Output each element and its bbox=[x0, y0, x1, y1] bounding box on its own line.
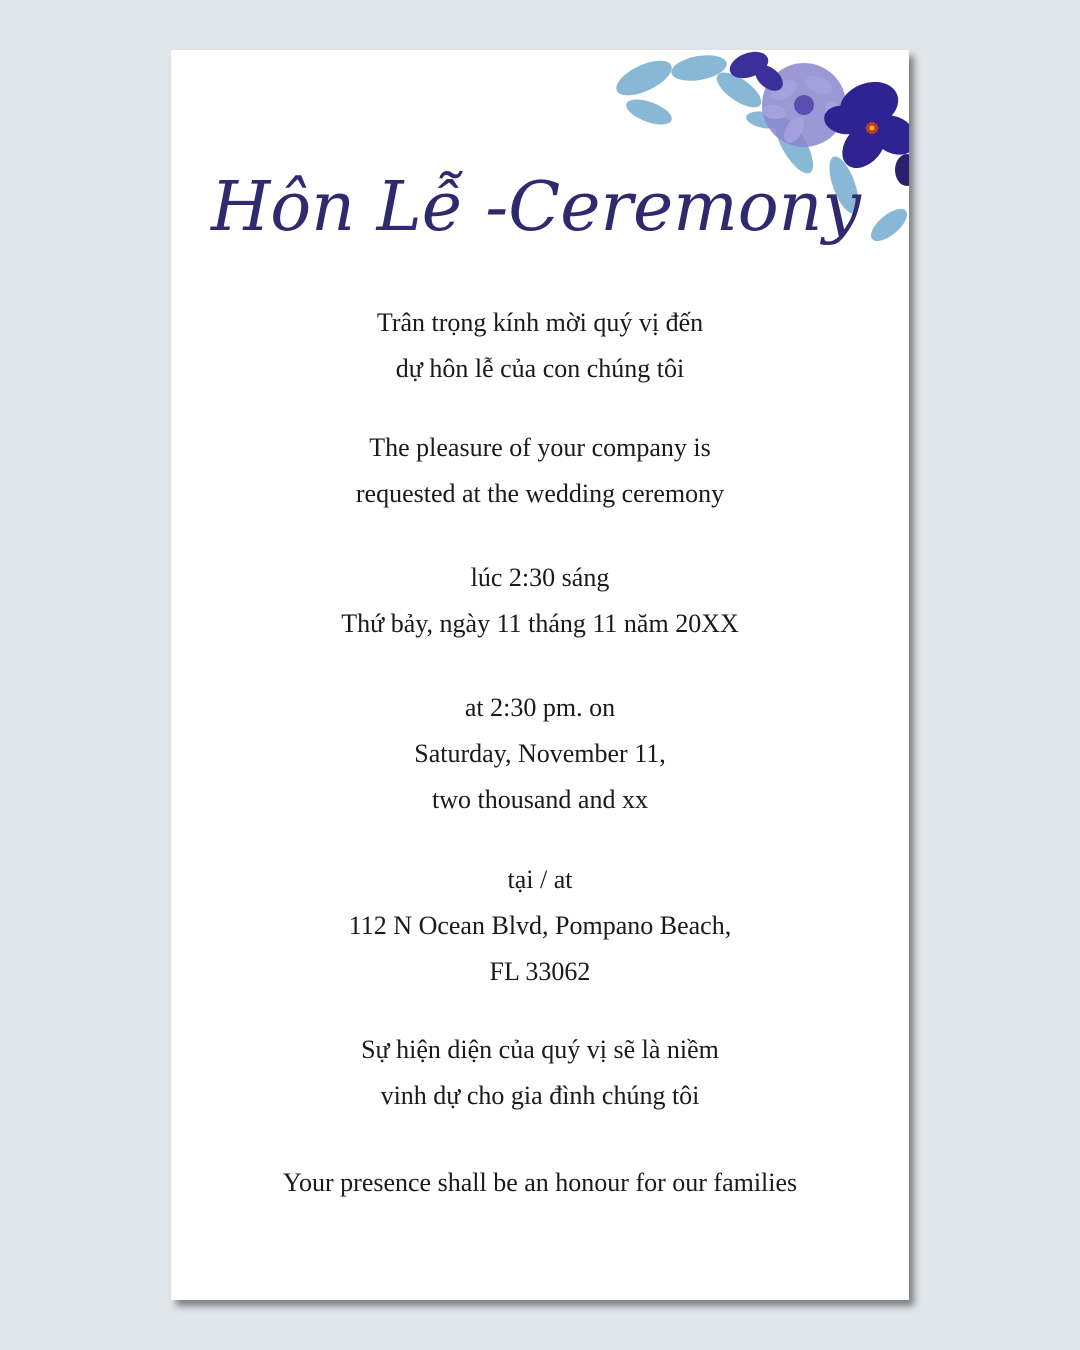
text-line: at 2:30 pm. on bbox=[464, 693, 616, 722]
text-line: Sự hiện diện của quý vị sẽ là niềm bbox=[361, 1035, 719, 1064]
text-line: 112 N Ocean Blvd, Pompano Beach, bbox=[348, 911, 732, 940]
english-closing bbox=[171, 1160, 909, 1206]
english-time bbox=[171, 685, 909, 823]
text-line: requested at the wedding ceremony bbox=[355, 479, 725, 508]
text-line: tại / at bbox=[507, 865, 573, 894]
english-invitation bbox=[171, 425, 909, 517]
text-line: Saturday, November 11, bbox=[414, 739, 666, 768]
text-line: The pleasure of your company is bbox=[369, 433, 711, 462]
invitation-card bbox=[171, 50, 909, 1300]
vietnamese-time bbox=[171, 555, 909, 647]
text-line: two thousand and xx bbox=[432, 785, 648, 814]
text-line: FL 33062 bbox=[489, 957, 591, 986]
vietnamese-invitation bbox=[171, 300, 909, 392]
text-line: Trân trọng kính mời quý vị đến bbox=[376, 308, 704, 337]
vietnamese-closing bbox=[171, 1027, 909, 1119]
text-line: Your presence shall be an honour for our families bbox=[282, 1168, 798, 1197]
text-line: lúc 2:30 sáng bbox=[470, 563, 610, 592]
ceremony-title: Hôn Lễ -Ceremony bbox=[211, 168, 861, 247]
text-line: vinh dự cho gia đình chúng tôi bbox=[380, 1081, 700, 1110]
location bbox=[171, 857, 909, 995]
text-line: dự hôn lễ của con chúng tôi bbox=[395, 354, 685, 383]
text-line: Thứ bảy, ngày 11 tháng 11 năm 20XX bbox=[341, 609, 739, 638]
